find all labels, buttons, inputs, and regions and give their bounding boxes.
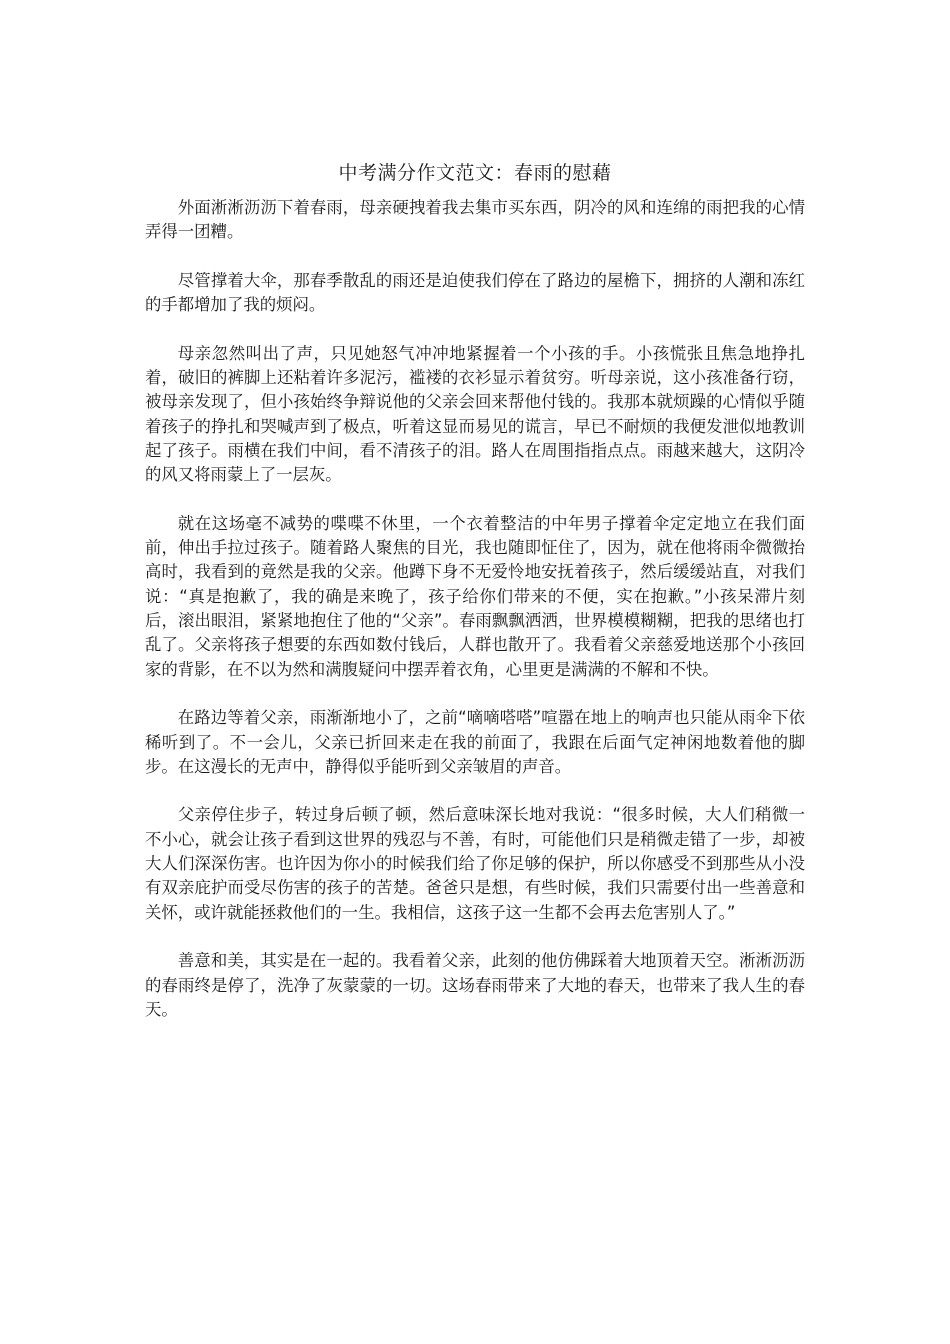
document-title: 中考满分作文范文：春雨的慰藉 — [338, 162, 612, 184]
paragraph-3: 母亲忽然叫出了声，只见她怒气冲冲地紧握着一个小孩的手。小孩慌张且焦急地挣扎着，破旧的裤脚上还粘着许多泥污，褴褛的衣衫显示着贫穷。听母亲说，这小孩准备行窃，被母亲发现了，但小孩始终争辩说他的父亲会回来帮他付钱的。我那本就烦躁的心情似乎随着孩子的挣扎和哭喊声到了极点，听着这显而易见的谎言，早已不耐烦的我便发泄似地教训起了孩子。雨横在我们中间，看不清孩子的泪。路人在周围指指点点。雨越来越大，这阴冷的风又将雨蒙上了一层灰。 — [145, 343, 805, 485]
paragraph-5: 在路边等着父亲，雨渐渐地小了，之前“嘀嘀嗒嗒”喧嚣在地上的响声也只能从雨伞下依稀听到了。不一会儿，父亲已折回来走在我的前面了，我跟在后面气定神闲地数着他的脚步。在这漫长的无声中，静得似乎能听到父亲皱眉的声音。 — [145, 708, 805, 776]
paragraph-4: 就在这场毫不减势的喋喋不休里，一个衣着整洁的中年男子撑着伞定定地立在我们面前，伸出手拉过孩子。随着路人聚焦的目光，我也随即怔住了，因为，就在他将雨伞微微抬高时，我看到的竟然是我的父亲。他蹲下身不无爱怜地安抚着孩子，然后缓缓站直，对我们说：“真是抱歉了，我的确是来晚了，孩子给你们带来的不便，实在抱歉。”小孩呆滞片刻后，滚出眼泪，紧紧地抱住了他的“父亲”。春雨飘飘洒洒，世界模模糊糊，把我的思绪也打乱了。父亲将孩子想要的东西如数付钱后，人群也散开了。我看着父亲慈爱地送那个小孩回家的背影，在不以为然和满腹疑问中摆弄着衣角，心里更是满满的不解和不快。 — [145, 513, 805, 679]
paragraph-2: 尽管撑着大伞，那春季散乱的雨还是迫使我们停在了路边的屋檐下，拥挤的人潮和冻红的手都增加了我的烦闷。 — [145, 270, 805, 315]
document-page — [145, 160, 805, 1022]
paragraph-1: 外面淅淅沥沥下着春雨，母亲硬拽着我去集市买东西，阴冷的风和连绵的雨把我的心情弄得一团糟。 — [145, 198, 805, 242]
paragraph-6: 父亲停住步子，转过身后顿了顿，然后意味深长地对我说：“很多时候，大人们稍微一不小心，就会让孩子看到这世界的残忍与不善，有时，可能他们只是稍微走错了一步，却被大人们深深伤害。也许因为你小的时候我们给了你足够的保护，所以你感受不到那些从小没有双亲庇护而受尽伤害的孩子的苦楚。爸爸只是想，有些时候，我们只需要付出一些善意和关怀，或许就能拯救他们的一生。我相信，这孩子这一生都不会再去危害别人了。” — [145, 805, 805, 922]
paragraph-7: 善意和美，其实是在一起的。我看着父亲，此刻的他仿佛踩着大地顶着天空。淅淅沥沥的春雨终是停了，洗净了灰蒙蒙的一切。这场春雨带来了大地的春天，也带来了我人生的春天。 — [145, 951, 805, 1019]
